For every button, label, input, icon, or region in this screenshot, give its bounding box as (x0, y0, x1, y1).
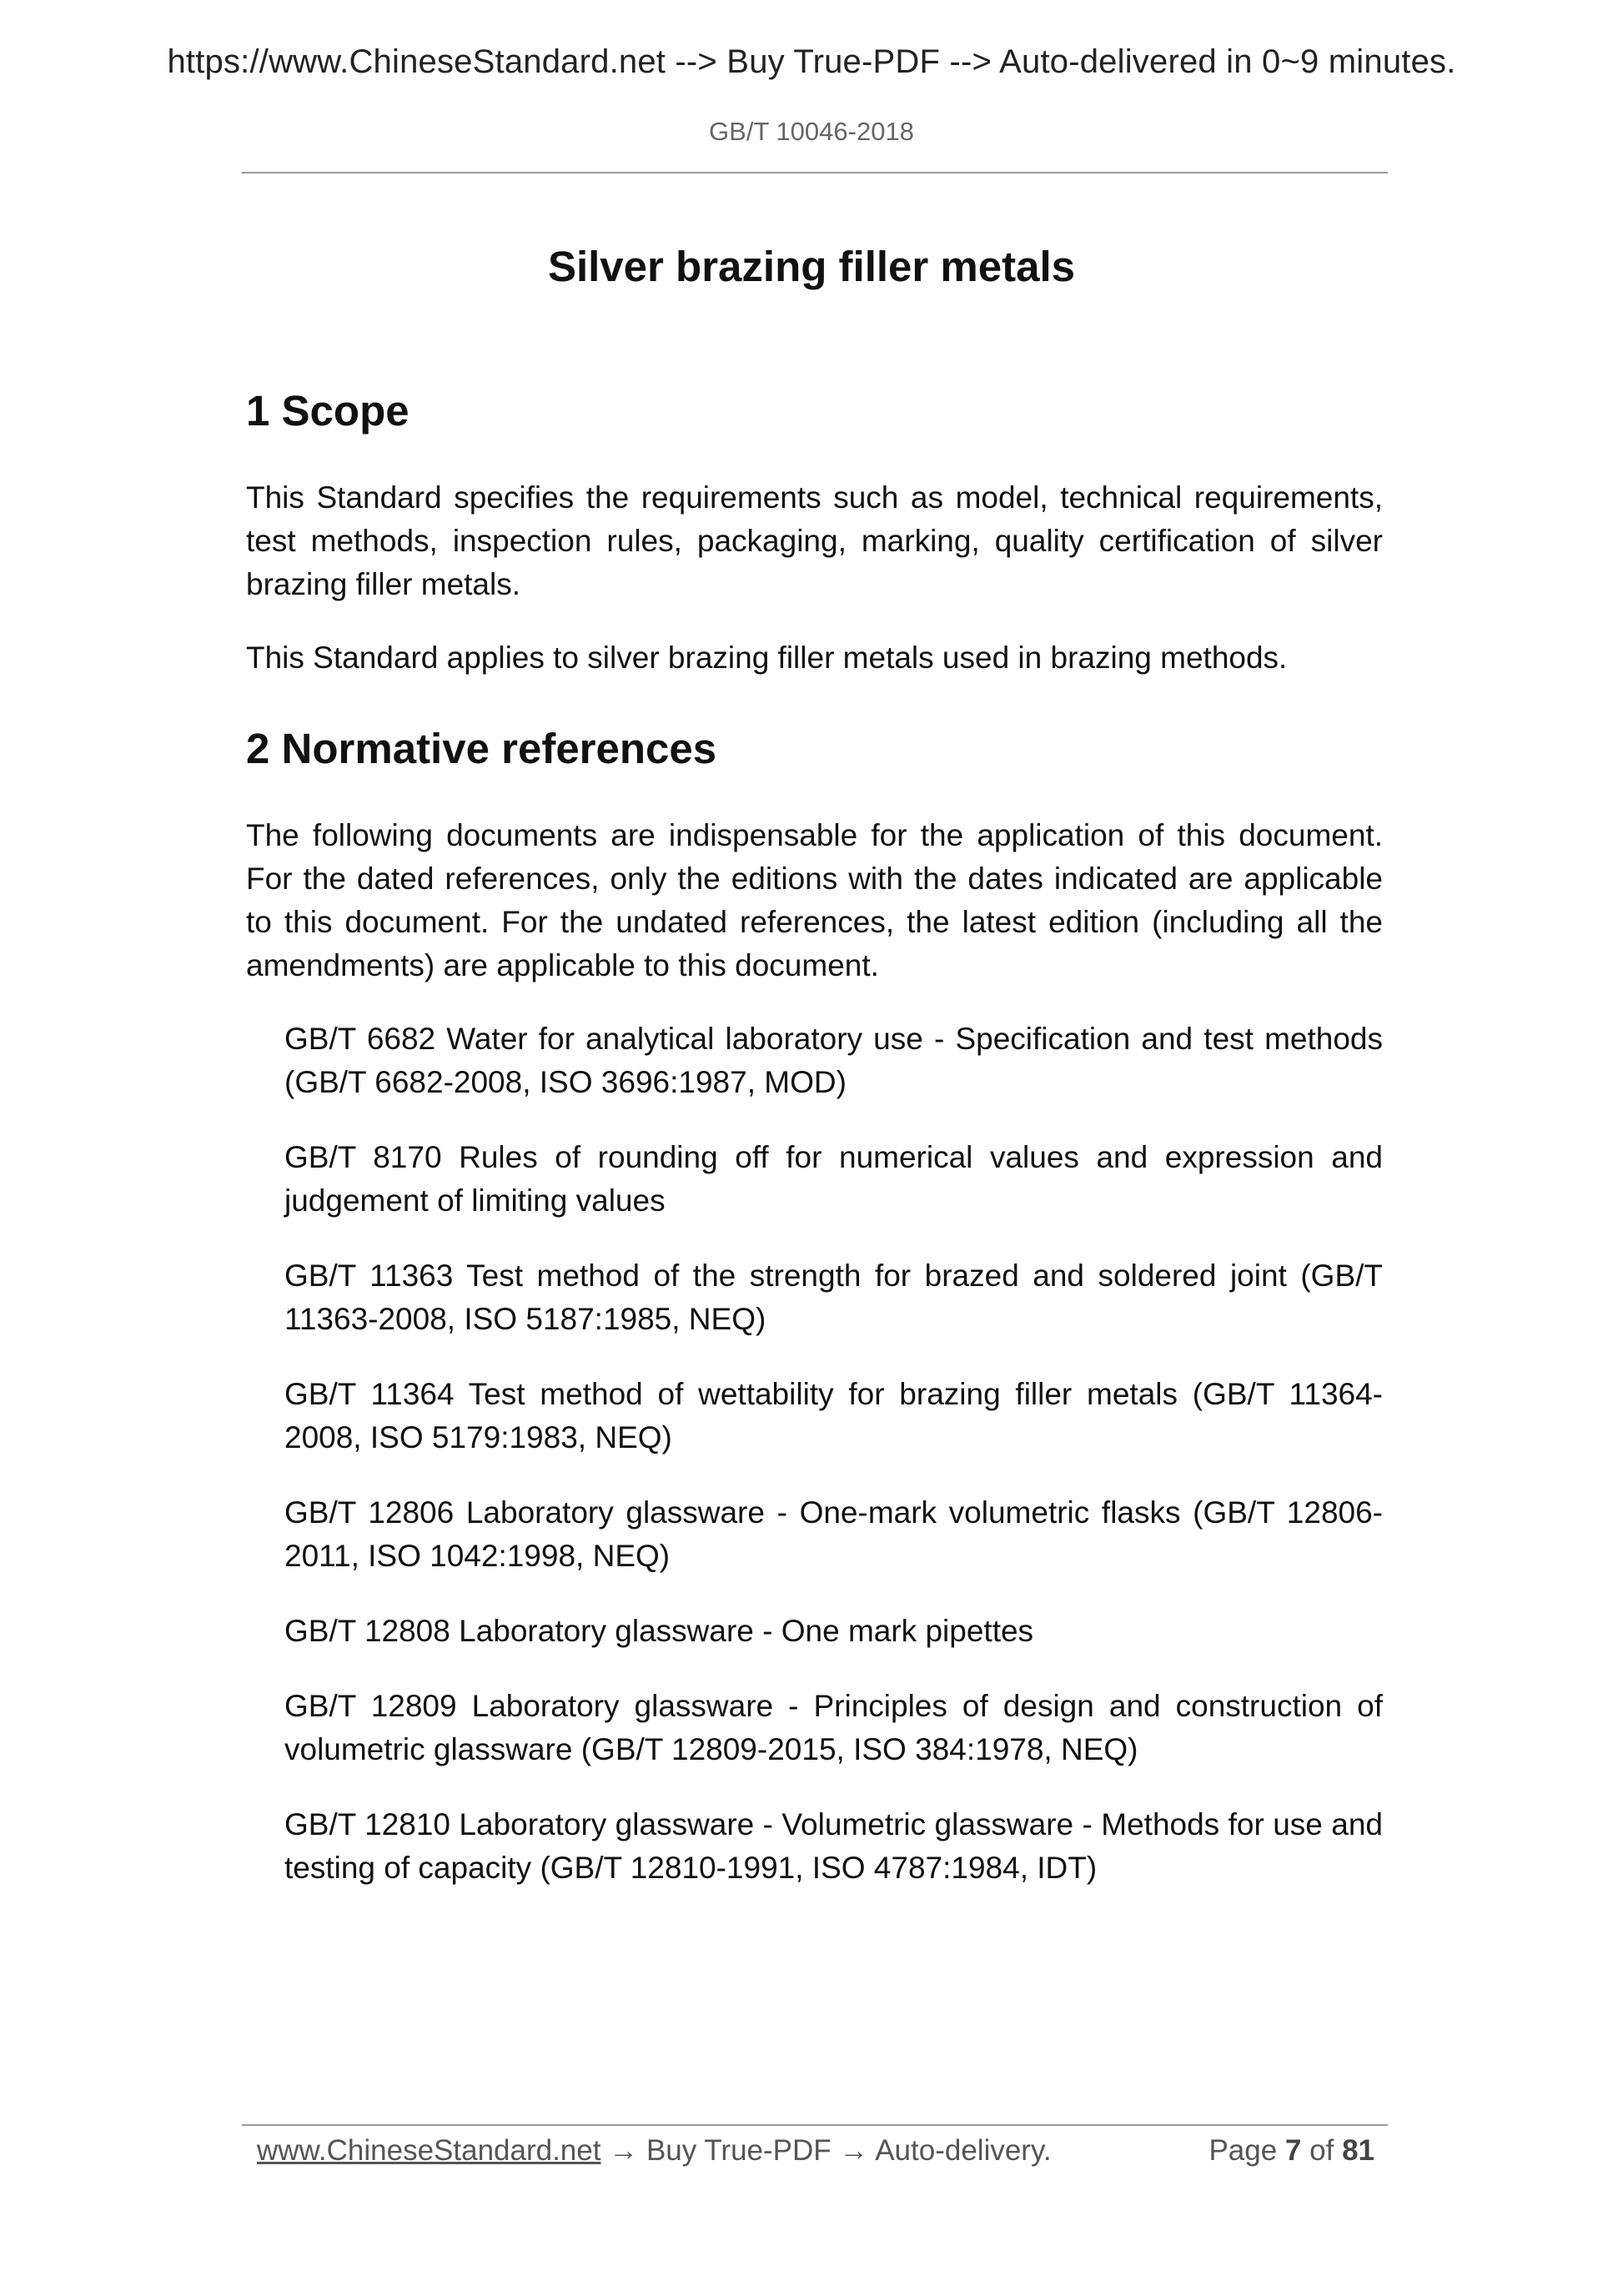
reference-item: GB/T 12806 Laboratory glassware - One-mark volumetric flasks (GB/T 12806-2011, ISO 1042:1998, NEQ) (284, 1495, 1383, 1574)
document-title: Silver brazing filler metals (547, 243, 1076, 290)
footer-divider (242, 2124, 1388, 2126)
reference-item: GB/T 12808 Laboratory glassware - One mark pipettes (284, 1614, 1034, 1649)
section-heading-scope: 1 Scope (246, 387, 410, 435)
footer-delivery-text: Auto-delivery. (875, 2134, 1052, 2167)
arrow-icon: → (839, 2134, 869, 2167)
reference-item: GB/T 11364 Test method of wettability for brazing filler metals (GB/T 11364-2008, ISO 5179:1983, NEQ) (284, 1377, 1383, 1455)
standard-code: GB/T 10046-2018 (709, 117, 914, 146)
scope-paragraph: This Standard specifies the requirements such as model, technical requirements, test methods, inspection rules, packaging, marking, quality certification of silver brazing filler metals. (246, 480, 1383, 602)
reference-item: GB/T 12810 Laboratory glassware - Volumetric glassware - Methods for use and testing of capacity (GB/T 12810-1991, ISO 4787:1984, IDT) (284, 1807, 1383, 1886)
total-pages: 81 (1342, 2134, 1374, 2167)
section-heading-normative-references: 2 Normative references (246, 725, 717, 773)
document-body (246, 385, 1383, 1922)
reference-item: GB/T 12809 Laboratory glassware - Principles of design and construction of volumetric glassware (GB/T 12809-2015, ISO 384:1978, NEQ) (284, 1689, 1383, 1767)
scope-paragraph: This Standard applies to silver brazing filler metals used in brazing methods. (246, 641, 1288, 676)
site-link[interactable]: www.ChineseStandard.net (257, 2134, 601, 2167)
of-label: of (1309, 2134, 1334, 2167)
footer-buy-text: Buy True-PDF (646, 2134, 832, 2167)
page-label: Page (1208, 2134, 1278, 2167)
footer-promo (257, 2132, 1052, 2170)
header-divider (242, 172, 1388, 173)
reference-list (246, 1017, 1383, 1890)
top-banner: https://www.ChineseStandard.net --> Buy True-PDF --> Auto-delivered in 0~9 minutes. (167, 43, 1456, 80)
reference-item: GB/T 11363 Test method of the strength for brazed and soldered joint (GB/T 11363-2008, ISO 5187:1985, NEQ) (284, 1259, 1383, 1337)
page-indicator (1208, 2132, 1374, 2170)
page-number: 7 (1284, 2134, 1302, 2167)
arrow-icon: → (609, 2134, 639, 2167)
reference-item: GB/T 8170 Rules of rounding off for numerical values and expression and judgement of limiting values (284, 1140, 1383, 1218)
reference-item: GB/T 6682 Water for analytical laboratory use - Specification and test methods (GB/T 6682-2008, ISO 3696:1987, MOD) (284, 1022, 1383, 1100)
normative-intro-paragraph: The following documents are indispensable for the application of this document. For the dated references, only the editions with the dates indicated are applicable to this document. For the undated references, the latest edition (including all the amendments) are applicable to this document. (246, 818, 1383, 983)
